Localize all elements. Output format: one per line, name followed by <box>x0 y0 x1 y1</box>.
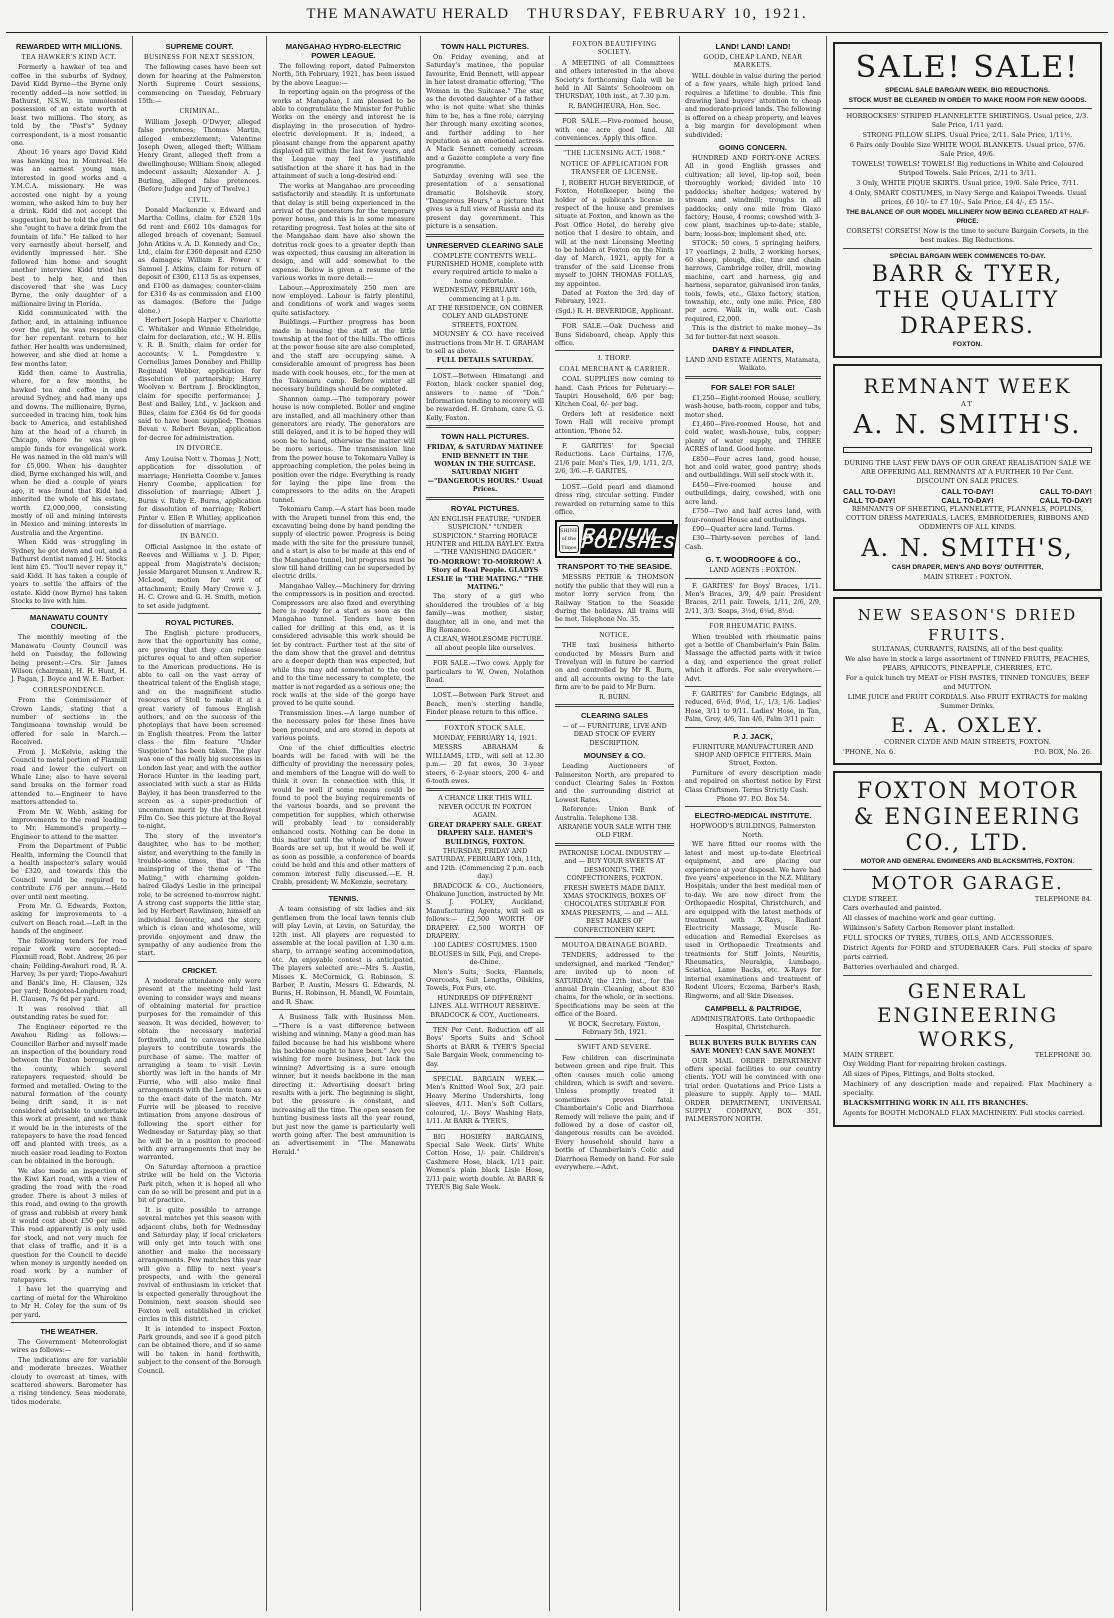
garage-address-row <box>843 895 1092 904</box>
ad-text: A CHANCE LIKE THIS WILL NEVER OCCUR IN FOXTON AGAIN. <box>438 794 532 820</box>
ad-text: Dated at Foxton the 3rd day of February, 1921. <box>555 288 674 306</box>
article-text: The works at Mangahao are proceeding satisfactorily and steadily. It is unfortunate that delay is still being experienced in the arrival of the generators for the temporary power house, and this is in some measure retarding progress. Test holes at the site of the Mangahao dam have also shown the detritus rock goes to a greater depth than was expected, thus causing an alteration in design, and will add somewhat to the expense. Below is given a resume of the various works in more detail:— <box>272 181 415 283</box>
ad-line: District Agents for FORD and STUDEBAKER Cars. Full stocks of spare parts carried. <box>843 944 1092 961</box>
headline-for-sale: FOR SALE! FOR SALE! <box>711 382 795 392</box>
ad-line: CORNER CLYDE AND MAIN STREETS, FOXTON. <box>884 738 1051 746</box>
ad-text: Leading Auctioneers of Palmerston North, are prepared to conduct Clearing Sales in Foxton and the surrounding district at Lowest Rates. <box>555 762 674 804</box>
ad-text: AT THE RESIDENCE, ON CORNER COLEY AND GLADSTONE STREETS, FOXTON. <box>427 303 543 329</box>
ad-line: BLACKSMITHING WORK IN ALL ITS BRANCHES. <box>843 1099 1028 1107</box>
ad-text: COMPLETE CONTENTS WELL-FURNISHED HOME, complete with every required article to make a home comfortable. <box>426 251 544 285</box>
article-text: From the Department of Public Health, informing the Council that a health inspector's salary would be £320, and towards this the Council would be required to contribute £76 per annum.—Held over until next meeting. <box>11 842 127 901</box>
headline-tennis: TENNIS. <box>328 894 359 904</box>
ad-line: Wilkinson's Safety Carbon Remover plant installed. <box>843 924 1016 932</box>
divider <box>555 113 674 114</box>
headline-clearing-sale: UNRESERVED CLEARING SALE <box>426 240 544 250</box>
article-text: On Friday evening, and at Saturday's matinee, the popular favourite, Enid Bennett, will appear in her latest dramatic offering, "The Woman in the Suitcase." The star, as the devoted daughter of a father who is not quite what she thinks him to be, has a fine role, carrying her through many exciting scenes, and further adding to her reputation as an emotional actress. A Mack Sennett comedy scream and a Gazette complete a very fine programme. <box>426 53 544 171</box>
ad-text: WE have fitted our rooms with the latest and most up-to-date Electrical equipment, and are placing our experience at your disposal. We have had five years' experience in the N.Z. Military Hospitals, under the best medical men of to-day. We are now direct from the Orthopaedic Hospital, Christchurch, and are equipped with the latest methods of treatment with X-Rays, Radiant Electricity Massage, Muscle Re-education and Remedial Exercises as used in Orthopaedic Treatments and treatments for Stiff Joints, Neuritis, Rheumatics, Neuralgia, Lumbago, Sciatica, Lame Backs, etc. X-Rays for internal examinations and treatment of Rodent Ulcers, Eczema, Barber's Rash, Ringworm, and all Skin Diseases. <box>685 840 821 1000</box>
article-text: William Joseph O'Dwyer, alleged false pretences; Thomas Martin, alleged embezzlement; Valentine Joseph Owen, alleged theft; William Henry Grant, alleged theft from a dwellinghouse; William Snow, alleged indecent assault; Alexander A. J. Burling, alleged false pretences. (Before Judge and Jury of Twelve.) <box>138 117 261 194</box>
ad-text: LOST.—Between Park Street and Beach, men's sterling handle, Finder please return to this office. <box>426 691 544 717</box>
ad-line: All classes of machine work and gear cutting. <box>843 914 996 922</box>
ad-line: 6 Pairs only Double Size WHITE WOOL BLANKETS. Usual price, 57/6. Sale Price, 49/6. <box>849 141 1086 158</box>
article-text: Saturday evening will see the presentation of a sensational dramatic Bolshevik story, "Dangerous Hours," a picture that gives us a full view of Russia and its present day government. This picture is a sensation. <box>426 171 544 231</box>
call-today-row <box>843 496 1092 505</box>
call-today: CALL TO-DAY! <box>1039 487 1092 496</box>
headline-mangahao: MANGAHAO HYDRO-ELECTRIC POWER LEAGUE. <box>285 42 402 60</box>
divider <box>555 627 674 628</box>
headline-county-council: MANAWATU COUNTY COUNCIL. <box>29 613 109 632</box>
article-text: From the Commissioner of Crown Lands, stating that a number of sections in the Tangimoana township would be offered for sale in March.—Received. <box>11 696 127 747</box>
motor-garage-title: MOTOR GARAGE. <box>871 873 1064 894</box>
ad-text: £850—Four acres land, good house, hot and cold water, good pantry; sheds and outbuildings. Will sell stock with it. <box>685 454 821 480</box>
article-text: It is quite possible to arrange several matches yet this season with adjacent clubs, both for Wednesday and Saturday play, if local cricketers will only get into touch with one another and make the necessary arrangements. Few matches this year will give a fillip to next year's prospects, and with the general revival of enthusiasm in cricket that is expected generally throughout the Dominion, next season should see Foxton well established in cricket circles in this district. <box>138 1205 261 1324</box>
divider <box>138 613 261 614</box>
headline-clearing-sales: CLEARING SALES <box>580 711 649 720</box>
ad-text: Furniture of every description made and repaired on shortest notice by First Class Craftsmen. Terms Strictly Cash. <box>685 768 821 794</box>
divider <box>426 234 544 237</box>
divider <box>11 1322 127 1323</box>
street: CLYDE STREET. <box>843 895 898 903</box>
divider <box>685 686 821 687</box>
ad-line: 4 Only, SMART COSTUMES, in Navy Serge and Kaiapoi Tweeds. Usual prices, £6 10/- to £7 10/-. Sale Price, £4 4/-, £5 15/-. <box>848 189 1087 206</box>
masthead-date: THURSDAY, FEBRUARY 10, 1921. <box>527 6 808 22</box>
article-text: A Business Talk with Business Men.—"There is a vast difference between wishing and winning. Many a good man has failed because he had his wishbone where his backbone ought to have been." Are you wishing for more business, but lack the winning? Advertising is a sure enough winner, but it needs backbone in the man directing it. Advertising doesn't bring results with a jerk. The beginning is slight, but the pressure is constant, and increasing all the time. The open season for hunting business lasts all the year round, but just now the game is particularly well worth going after. The best ammunition is an advertisement in "The Manawatu Herald." <box>272 1013 415 1156</box>
call-today: CALL TO-DAY! <box>941 496 994 505</box>
ad-text: BIG HOSIERY BARGAINS, Special Sale Week. Girls' White Cotton Hose, 1/- pair. Children's Cashmere Hose, black, 1/11 pair. Women's plain black Lisle Hose, 2/11 pair, worth double. At BARR & TYER'S Big Sale Week. <box>426 1132 544 1191</box>
article-text: From Mr. W. Webb, asking for improvements to the road leading to Mr. Hammond's property.—Engineer to attend to the matter. <box>11 807 127 841</box>
quality-drapers: THE QUALITY DRAPERS. <box>875 288 1060 339</box>
ad-text: Few children can discriminate between green and ripe fruit. This often causes much colic among children, which is swift and severe. Unless promptly treated it sometimes proves fatal. Chamberlain's Colic and Diarrhoea Remedy will relieve the pain, and if followed by a dose of castor oil, dangerous results can be avoided. Every household should have a bottle of Chamberlain's Colic and Diarrhoea Remedy on hand. For sale everywhere.—Advt. <box>555 1053 674 1172</box>
ad-text: TENDERS, addressed to the undersigned, and marked "Tender," are invited up to noon of SATURDAY, the 12th inst., for the annual Drain Cleaning, about 830 chains, for the whole, or in sections. Specifications may be seen at the office of the Board. <box>555 951 674 1019</box>
article-text: The monthly meeting of the Manawatu County Council was held on Tuesday, the following being present:—Crs. Sir James Wilson (chairman), H. H. Hunt, H. J. Pagan, J. Boyce and W. E. Barber. <box>11 633 127 684</box>
ad-text: FRESH SWEETS MADE DAILY. XMAS STOCKINGS, BOXES OF CHOCOLATES SUITABLE FOR XMAS PRESENTS, — and — ALL BEST MAKES OF CONFECTIONERY KEPT. <box>561 883 668 934</box>
oxley-fruits-ad <box>833 597 1102 765</box>
divider <box>426 1129 544 1130</box>
ad-line: Cars overhauled and painted. <box>843 904 942 912</box>
ad-text: BULK BUYERS BULK BUYERS CAN SAVE MONEY! CAN SAVE MONEY! <box>689 1038 817 1056</box>
ad-line: STRONG PILLOW SLIPS. Usual Price, 2/11. Sale Price, 1/11½. <box>862 131 1073 139</box>
article-text: From Mr. G. Edwards, Foxton, asking for improvements to a culvert on Beach road.—Left in the hands of the engineer. <box>11 902 127 936</box>
ad-text: This is the district to make money—3s 3d for butter-fat next season. <box>685 324 821 341</box>
divider <box>685 806 821 807</box>
ad-text: A MEETING of all Committees and others interested in the above Society's forthcoming Gala will be held in All Saints' Schoolroom on THURSDAY, 10th inst., at 7.30 p.m. <box>555 58 674 101</box>
ad-text: When troubled with rheumatic pains get a bottle of Chamberlain's Pain Balm. Massage the affected parts with it twice a day, and experience the great relief which it affords. For sale everywhere.—Advt. <box>685 632 821 683</box>
call-today: CALL TO-DAY! <box>843 496 896 505</box>
divider <box>685 727 821 728</box>
subhead-tea-hawker: TEA HAWKER'S KIND ACT. <box>21 53 117 61</box>
ad-text: OUR MAIL ORDER DEPARTMENT offers special facilities to our country clients. YOU will be convinced with one trial order. Quotations and Price Lists a pleasure to supply. Apply to— MAIL ORDER DEPARTMENT, UNIVERSAL SUPPLY COMPANY, BOX 351, PALMERSTON NORTH. <box>685 1056 821 1124</box>
divider <box>843 248 1092 249</box>
article-text: The following report, dated Palmerston North, 5th February, 1921, has been issued by the above League:— <box>272 62 415 87</box>
ad-line: THE BALANCE OF OUR MODEL MILLINERY NOW BEING CLEARED AT HALF-PRICE. <box>845 209 1090 225</box>
ad-text: FRIDAY, & SATURDAY MATINEE ENID BENNETT IN THE WOMAN IN THE SUITCASE. SATURDAY NIGHT—"DANGEROUS HOURS." Usual Prices. <box>426 443 544 494</box>
headline-licensing: "THE LICENSING ACT, 1908." <box>563 149 666 158</box>
phone: 'PHONE, No. 6. <box>843 748 896 756</box>
headline-darby: DARBY & FINDLATER, <box>712 345 794 354</box>
article-text: When Kidd was struggling in Sydney, he got down and out, and a Bathurst dentist named J. H. Stocks lent him £5. "You'll never repay it," said Kidd. It has taken a couple of years to settle the affairs of the estate. Kidd (now Byrne) has taken Stocks to live with him. <box>11 538 127 605</box>
divider <box>426 425 544 428</box>
ad-text: STOCK: 50 cows, 5 springing heifers, 17 yearlings, 2 bulls, 2 working horses, 60 sheep, plough, disc, tine and chain harrows, Cambridge roller, drill, mowing machine, cart and harness, gig and harness, separator, galvanised iron tanks, tools, fowls, etc., Glaxo factory, station, township, etc., only one mile. Price, £80 per acre. Walk in, walk out. Cash required, £2,000. <box>685 239 821 323</box>
headline-woodroofe: G. T. WOODROOFE & CO., <box>705 555 801 565</box>
smiths-name: A. N. SMITH'S. <box>853 410 1082 440</box>
divider <box>555 1039 674 1040</box>
column-7 <box>827 36 1108 1611</box>
barr-tyer-sale-ad <box>833 42 1102 358</box>
headline-swift: SWIFT AND SEVERE. <box>577 1043 652 1052</box>
subhead-banco: IN BANCO. <box>180 532 219 541</box>
headline-royal-ad: ROYAL PICTURES. <box>450 503 520 513</box>
article-text: Donald Mackenzie v. Edward and Martha Collins, claim for £528 10s 6d rent and £602 10s damages for alleged breach of covenant; Samuel John Atkins v. A. D. Kennedy and Co., Ltd., claim for £360 deposit and £250 as damages; William E. Power v. Samuel J. Atkins, claim for return of deposit of £300, £113 5s as expenses, and £100 as damages; counter-claim for £316 4s as commission and £100 as damages. (Before the Judge alone.) <box>138 205 261 315</box>
telephone: TELEPHONE 30. <box>1034 1051 1092 1059</box>
divider <box>426 655 544 656</box>
ad-text: Reference: Union Bank of Australia. Telephone 138. <box>555 805 674 822</box>
headline-supreme-court: SUPREME COURT. <box>165 42 234 51</box>
ad-text: COAL SUPPLIES now coming to hand. Cash Prices for February:—Taupiri Household, 6/6 per bag; Kitchen Coal, 6/- per bag. <box>555 375 674 409</box>
column-6 <box>680 36 827 1611</box>
article-text: Buildings.—Further progress has been made in housing the staff at the little township at the foot of the hills. The offices at the power house site are also completed, and the staff are occupying same. A considerable amount of progress has been made with cook houses, etc., for the men at the Tokomaru camp. Before winter all necessary buildings should be completed. <box>272 318 415 394</box>
ad-line: STOCK MUST BE CLEARED IN ORDER TO MAKE ROOM FOR NEW GOODS. <box>848 97 1087 104</box>
smiths-remnant-ad <box>833 364 1102 591</box>
ad-line: We also have in stock a large assortment of TINNED FRUITS, PEACHES, PEARS, APRICOTS, PINEAPPLE, CHERRIES, ETC. <box>845 655 1090 672</box>
divider <box>426 687 544 688</box>
divider <box>685 1035 821 1036</box>
article-text: Shannon camp.—The temporary power house is now completed. Boiler and engine are installed, and all machinery other than generators are ready. The generators are still delayed, and it is to be hoped they will soon be to hand, otherwise the matter will be more serious. The transmission line from the power house to Tokomaru Valley is approaching completion, the poles being in position over the ridge. Everything is ready for laying the pipe line from the compressors to the adits on the Arapeti tunnel. <box>272 394 415 504</box>
ad-text: WEDNESDAY, FEBRUARY 16th, commencing at 1 p.m. <box>432 286 538 303</box>
ad-text: GREAT DRAPERY SALE. GREAT DRAPERY SALE. HAMER'S BUILDINGS, FOXTON. <box>428 820 542 846</box>
radium-logo: RADIUM POLISHES <box>579 524 677 553</box>
headline-going-concern: GOING CONCERN. <box>719 143 787 153</box>
ad-signature: R. BANGHIEURA, Hon. Sec. <box>568 101 661 110</box>
ad-line: SPECIAL BARGAIN WEEK COMMENCES TO-DAY. <box>889 253 1046 260</box>
ad-text: FOR SALE.—Five-roomed house, with one acre good land. All conveniences. Apply this office. <box>555 117 674 143</box>
headline-town-hall: TOWN HALL PICTURES. <box>441 42 529 51</box>
ad-text: HUNDREDS OF DIFFERENT LINES. ALL WITHOUT RESERVE. BRADCOCK & COY., Auctioneers. <box>429 993 541 1019</box>
divider <box>426 497 544 500</box>
headline-town-hall-ad: TOWN HALL PICTURES. <box>441 432 529 442</box>
ad-text: A CLEAN, WHOLESOME PICTURE. all about people like ourselves. <box>426 635 544 652</box>
divider <box>555 438 674 439</box>
ad-text: £450—Five-roomed house and outbuildings, dairy, cowshed, with one acre land. <box>685 480 821 506</box>
masthead-rule <box>6 32 1108 33</box>
call-today-row <box>843 487 1092 496</box>
ad-text: £1,460—Five-roomed House, hot and cold water, wash-house, tubs, copper; plenty of water supply, and THREE ACRES of land. Good home. <box>685 420 821 454</box>
divider <box>843 975 1092 976</box>
fruits-title: NEW SEASON'S DRIED FRUITS. <box>857 606 1078 644</box>
headline-mounsey: MOUNSEY & CO. <box>583 751 646 761</box>
call-today: CALL TO-DAY! <box>941 487 994 496</box>
divider <box>555 704 674 707</box>
column-4 <box>421 36 550 1611</box>
ad-text: £1,250—Eight-roomed House, scullery, wash-house, bath-room, copper and tubs, motor shed. <box>685 393 821 419</box>
ad-text: F. GARITES' for Special Reductions. Lace Curtains, 17/6, 21/6 pair. Men's Ties, 1/9, 1/11, 2/3, 2/6, 3/6.—F. GARITES. <box>555 442 674 476</box>
headline-millions: REWARDED WITH MILLIONS. <box>15 42 123 51</box>
ad-signature: R. BURN. <box>599 692 630 701</box>
article-text: The English picture producers, now that the opportunity has come, are proving that they can release pictures equal to and often superior to the American productions. He is able to call on the vast array of theatrical talent of the English stage, and on the magnificent studio resources of Stoll to make it at a great variety of famous English authors, and on the success of the photoplays that have been screened in English theatres. From the latter class the film feature "Under Suspicion" has been taken. The play was one of the really big successes in London last year, and with the author Horace Hunter in the leading part, associated with such a star as Hilda Bayley, it has been transferred to the screen as a super-production of uncommon merit by the Broadwest Film Co. See this picture at the Royal to-night. <box>138 629 261 831</box>
ad-line: Batteries overhauled and charged. <box>843 963 960 971</box>
ad-text: WILL double in value during the period of a few years, while high priced land requires a lifetime to double. This fine drawing land buyers' attention to cheap and moderate-priced lands. The following is offered on a cheap property, and leaves a big margin for development when subdivided: <box>685 71 821 139</box>
ad-line: Oxy Welding Plant for repairing broken castings. <box>843 1060 1007 1068</box>
po-box: P.O. BOX, No. 26. <box>1034 748 1092 756</box>
ad-text: F. GARITES' for Cambric Edgings, all reduced, 6½d, 9½d, 1/-, 1/3, 1/6. Ladies' Hose, 3/11 to 9/11. Ladies' Hose, in Tan, Palm, Grey, 4/6, Tan 4/6, Palm 3/11 pair. <box>685 690 821 724</box>
remnant-at: AT <box>961 400 974 408</box>
article-text: We also made an inspection of the Kiwi Kari road, with a view of grading the road with the road grader. There is about 3 miles of this road, and owing to the growth of grass and rubbish at every bank it would cost about £50 per mile. This road apparently is only used for stock, and not very much for that class of traffic, and it is a question for the Council to decide when money is urgently needed on road work by a number of ratepayers. <box>11 1166 127 1284</box>
ad-text: BRADCOCK & CO., Auctioneers, Ohakune Junction, instructed by Mr. S. J. FOLEY, Auckland, Manufacturing Agents, will sell as follows:— £2,500 WORTH OF DRAPERY. £2,500 WORTH OF DRAPERY. <box>426 881 544 940</box>
ad-line: LIME JUICE and FRUIT CORDIALS. Also FRUIT EXTRACTS for making Summer Drinks. <box>847 693 1088 710</box>
article-text: In reporting again on the progress of the works at Mangahao, I am pleased to be able to congratulate the Minister for Public Works on the energy and interest he is displaying in the prosecution of hydro-electric development. It is, indeed, a pleasant change from the apparent apathy displayed till within the last few years, and the League may feel a justifiable satisfaction at the share it has had in the attainment of such a long-desired end. <box>272 88 415 181</box>
headline-royal-pictures: ROYAL PICTURES. <box>165 618 234 627</box>
article-text: It was resolved that all outstanding rates be sued for. <box>11 1004 127 1022</box>
ad-text: 100 LADIES' COSTUMES. 1500 BLOUSES in Silk, Fuji, and Crepe-de-Chine. <box>428 941 542 967</box>
ad-line: Machinery of any description made and repaired. Flax Machinery a specialty. <box>843 1080 1092 1097</box>
works-address-row <box>843 1051 1092 1060</box>
article-text: Transmission lines.—A large number of the necessary poles for these lines have been procured, and are stored in depots at various points. <box>272 708 415 743</box>
ad-text: MESSRS PETRIE & THOMSON notify the public that they will run a motor lorry service from the Railway Station to the Seaside during the holidays. All trains will be met. Telephone No. 35. <box>555 573 674 624</box>
shine-logo: SHINE of the Times <box>559 525 579 553</box>
divider <box>843 108 1092 109</box>
subhead-coal: COAL MERCHANT & CARRIER. <box>559 364 670 373</box>
divider <box>843 869 1092 870</box>
street: MAIN STREET. <box>843 1051 895 1059</box>
article-text: It is intended to inspect Foxton Park grounds, and see if a good pitch can be obtained there, and if so same will be taken in hand forthwith, subject to the consent of the Borough Council. <box>138 1324 261 1375</box>
subhead-criminal: CRIMINAL. <box>179 107 220 116</box>
ad-text: The story of a girl who shouldered the troubles of a big family—was mother, sister, daughter, all in one, and met the Big Romance. <box>426 592 544 634</box>
ad-text: FURNITURE MANUFACTURER AND SHOP AND OFFICE FITTERS. Main Street, Foxton. <box>692 742 814 768</box>
ad-text: ARRANGE YOUR SALE WITH THE OLD FIRM. <box>557 823 672 840</box>
article-text: Amy Louisa Nott v. Thomas J. Nott, application for dissolution of marriage; Henrietta Coombe v. James Henry Coombe, application for dissolution of marriage; Albert J. Burns v. Ruby E. Burns, application for dissolution of marriage; Robert Pinter v. Ellen P. Whitley, application for dissolution of marriage. <box>138 454 261 530</box>
ad-text: F. GARITES' for Boys' Braces, 1/11. Men's Braces, 3/9, 4/9 pair. President Braces, 2/11 pair. Towels, 1/11, 2/6, 2/9, 2/11, 3/3. Soaps, 3½d, 6¼d, 8½d. <box>685 581 821 615</box>
divider <box>426 1022 544 1023</box>
radium-polishes-ad <box>555 520 677 558</box>
ad-line: CORSETS! CORSETS! Now is the time to secure Bargain Corsets, in the best makes. Big Reductions. <box>846 227 1089 244</box>
divider <box>272 1009 415 1010</box>
ad-text: AN ENGLISH FEATURE; "UNDER SUSPICION." "UNDER SUSPICION." Starring HORACE HUNTER and HILDA BAYLEY. Extra—"THE VANISHING DAGGER." <box>426 514 544 557</box>
ad-text: FULL DETAILS SATURDAY. <box>436 356 534 365</box>
call-today: CALL TO-DAY! <box>1039 496 1092 505</box>
ad-line: SULTANAS, CURRANTS, RAISINS, all of the best quality. <box>871 645 1064 653</box>
ad-text: MOUNSEY & CO. have received instructions from Mr H. T. GRAHAM to sell as above. <box>426 330 544 355</box>
ad-text: LOST.—Between Himatangi and Foxton, black cocker spaniel dog, answers to name of "Don." Information tending to recovery will be rewarded. H. Graham, care G. G. Kelly, Foxton. <box>426 371 544 422</box>
headline-land: LAND! LAND! LAND! <box>715 42 791 51</box>
ad-signature: (Sgd.) R. H. BEVERIDGE, Applicant. <box>555 306 674 315</box>
article-text: A moderate attendance only were present at the meeting held last evening to consider ways and means of obtaining material for practice purposes for the remainder of this season. It was decided, however, to obtain the necessary material forthwith, and to canvass probable players to contribute towards the purchase of same. The matter of arranging a team to visit Levin shortly was left in the hands of Mr Furrie, who will also make final arrangements with the Levin team as to the exact date of the match. Mr Furrie will be pleased to receive intimation from anyone desirous of following the sport either for Wednesday or Saturday play, so that he will be in a position to proceed with any arrangements that may be warranted. <box>138 976 261 1162</box>
ad-text: FOR SALE.—Oak Duchess and Buns Sideboard, cheap. Apply this office. <box>555 322 674 347</box>
article-text: The story of the inventor's daughter, who has to be mother, sister, and everything to the family in trouble-some times, that is the mainspring of the theme of "The Mating," with charming golden-haired Gladys Leslie in the principal role, to be screened to-morrow night. A strong cast supports the little star, led by Herbert Rawlinson, himself an individual favourite, and the story, which is clean and wholesome, will provide enjoyment and draw the sympathy of any audience from the start. <box>138 831 261 958</box>
telephone: TELEPHONE 84. <box>1034 895 1092 903</box>
article-text: One of the chief difficulties electric boards will be faced with will be the difficulty of providing the necessary poles, and members of the League will do well to think it over. In connection with this, it would be well if some means could be found to pool the buying requirements of the various boards, and so prevent the competition for supplies, which otherwise will probably lead to considerably enhanced costs. Nothing can be done in this matter until the whole of the Power Boards are set up, but it would be well if, as soon as possible, a conference of boards could be held and this and other matters of common interest fully discussed.—E. H. Crabb, president; W. McKenzie, secretary. <box>272 743 415 886</box>
subhead-correspondence: CORRESPONDENCE. <box>32 685 106 694</box>
article-text: On Saturday afternoon a practice strike will be held on the Victoria Park pitch, when it is hoped all who can do so will be present and put in a bit of practice. <box>138 1162 261 1205</box>
ad-line: CASH DRAPER, MEN'S AND BOYS' OUTFITTER, <box>891 564 1044 571</box>
foxton-motor-title: FOXTON MOTOR & ENGINEERING CO., LTD. <box>853 779 1082 856</box>
ad-text: Men's Suits, Socks, Flannels, Overcoats, Suit Lengths, Oilskins, Towels, Fox Furs, etc. <box>426 967 544 993</box>
divider <box>426 788 544 791</box>
ad-text: THURSDAY, FRIDAY AND SATURDAY. FEBRUARY 10th, 11th, and 12th. (Commencing 2 p.m. each day.) <box>426 846 544 881</box>
general-engineering-title: GENERAL ENGINEERING WORKS, <box>876 979 1059 1051</box>
article-text: Mangahao Valley.—Machinery for driving the compressors is in position and erected. Compressors are also fixed and everything here is ready for a start as soon as the Mangahao tunnel. Tenders have been called for drilling at this end, as it is considered advisable this work should be let by contract. Further test at the site of the dam show that the gravel and detritus are a deeper depth than was expected, but while this may add somewhat to the cost and to the time necessary to complete, the matter is not regarded as a serious one; the rock walls at the side of the gorge have proved to be quite sound. <box>272 581 415 708</box>
ad-text: LOST.—Gold pearl and diamond dress ring, circular setting. Finder rewarded on returning same to this office. <box>555 482 674 516</box>
oxley-name: E. A. OXLEY. <box>890 713 1045 737</box>
article-text: The Government Meteorologist wires as follows:— <box>11 1337 127 1355</box>
subhead-next-session: BUSINESS FOR NEXT SESSION. <box>143 53 255 61</box>
divider <box>138 961 261 962</box>
column-5 <box>550 36 680 1611</box>
foxton-motor-ad <box>833 771 1102 1127</box>
masthead <box>6 6 1108 28</box>
headline-jack: P. J. JACK, <box>733 731 773 741</box>
ad-line: For a quick lunch try MEAT or FISH PASTES, TINNED TONGUES, BEEF and MUTTON. <box>845 674 1090 691</box>
article-text: The following cases have been set down for hearing at the Palmerston North Supreme Court sessions, commencing on Tuesday, February 15th:— <box>138 63 261 106</box>
divider <box>426 1071 544 1072</box>
ad-text: Orders left at residence next Town Hall will receive prompt attention. 'Phone 52. <box>555 409 674 435</box>
headline-notice: NOTICE. <box>599 630 630 639</box>
article-text: Kidd communicated with the father, and, in attaining influence over the girl, he was responsible for her repentant return to her father. Her health was undermined, however, and she died at home a few months later. <box>11 309 127 368</box>
divider <box>555 318 674 319</box>
divider <box>685 376 821 379</box>
divider <box>555 937 674 938</box>
ad-text: TEN Per Cent. Reduction off all Boys' Sports Suits and School Shorts at BARR & TYER'S Special Sale Bargain Week, commencing to-day. <box>426 1026 544 1068</box>
subhead-cheap-land: GOOD, CHEAP LAND, NEAR MARKETS. <box>703 53 803 70</box>
ad-text: SPECIAL BARGAIN WEEK.—Men's Knitted Wool Sox, 2/3 pair. Heavy Merino Undershirts, long sleeves, 4/11. Men's Soft Collars, coloured, 1/-. Boys' Washing Hats, 1/11. At BARR & TYER'S. <box>426 1075 544 1126</box>
ad-line: MOTOR AND GENERAL ENGINEERS AND BLACKSMITHS, FOXTON. <box>860 858 1075 865</box>
headline-cricket: CRICKET. <box>181 965 218 975</box>
ad-line: REMNANTS OF SHEETING, FLANNELETTE, FLANNELS, POPLINS, COTTON DRESS MATERIALS, LACES, EMBROIDERIES, RIBBONS AND ODDMENTS OF ALL KINDS. <box>845 505 1090 531</box>
barr-tyer-name: BARR & TYER, <box>871 262 1064 287</box>
ad-line: FULL STOCKS OF TYRES, TUBES, OILS, AND ACCESSORIES. <box>843 934 1054 942</box>
ad-text: I, ROBERT HUGH BEVERIDGE, of Foxton, Hotelkeeper, being the holder of a publican's license in respect of the house and premises situate at Foxton, and known as the Post Office Hotel, do hereby give notice that I desire to obtain, and will at the next Licensing Meeting to be holden at Foxton on the Ninth day of March, 1921, apply for a transfer of the said License from myself to JOHN THOMAS FOLLAS, my appointee. <box>555 178 674 288</box>
ad-line: Agents for BOOTH McDONALD FLAX MACHINERY. Full stocks carried. <box>843 1109 1085 1117</box>
ad-frame <box>843 447 1092 453</box>
ad-text: — of — FURNITURE, LIVE AND DEAD STOCK OF EVERY DESCRIPTION. <box>562 722 667 747</box>
headline-moutoa: MOUTOA DRAINAGE BOARD. <box>561 940 668 949</box>
article-text: Labour.—Approximately 250 men are now employed. Labour is fairly plentiful, and conditions of work and wages seem quite satisfactory. <box>272 283 415 317</box>
article-text: The following tenders for road repair work were accepted:—Flaxmill road, Robt. Andrew, 26 per chain; Feilding-Awahuri road, R. A. Harvey, 3s per yard; Tiopo-Awahuri and Bank's line, H. Clausen, 32s per yard; Rongotea-Longburn road, H. Clausen, 7s 6d per yard. <box>11 936 127 1004</box>
masthead-title: THE MANAWATU HERALD <box>306 6 510 22</box>
ad-text: THE taxi business hitherto conducted by Messrs Burn and Trevelyan will in future be carried on and controlled by Mr R. Burn, and all accounts owing to the late firm are to be paid to Mr Burn. <box>555 641 674 692</box>
ad-signature: Phone 97. P.O. Box 54. <box>716 795 790 804</box>
divider <box>555 145 674 146</box>
ad-line: MAIN STREET : FOXTON. <box>923 573 1012 581</box>
headline-weather: THE WEATHER. <box>40 1326 98 1336</box>
sale-title: SALE! SALE! <box>855 50 1080 85</box>
column-3 <box>267 36 421 1611</box>
ad-line: HORROCKSES' STRIPED FLANNELETTE SHIRTINGS. Usual price, 2/3. Sale Price, 1/11 yard. <box>846 112 1089 129</box>
ad-signature: W. BOCK, Secretary. Foxton, February 5th, 1921. <box>568 1019 661 1036</box>
headline-rheumatic: FOR RHEUMATIC PAINS. <box>709 622 797 631</box>
divider <box>685 618 821 619</box>
ad-text: HOPWOOD'S BUILDINGS, Palmerston North. <box>690 822 816 839</box>
ad-text: HUNDRED AND FORTY-ONE ACRES. All in good English grasses and cultivation; all level, lip-top soil, been thoroughly worked; divided into 10 paddocks; shelter hedges; watered by stream and windmill; troughs in all paddocks; only one mile from Glaxo factory; House, 4 rooms; cowshed with 3-cow plant, machines up-to-date; stable, barn; loose-box; implement shed, etc. <box>685 154 821 238</box>
divider <box>555 843 674 846</box>
divider <box>555 350 674 351</box>
divider <box>11 608 127 609</box>
subhead-divorce: IN DIVORCE. <box>176 444 223 453</box>
phone-row <box>843 748 1092 757</box>
article-text: Official Assignee in the estate of Reeves and Williams v. J. D. Piper, appeal from Magistrate's decision; Jessie Margaret Munson v. Andrew R. McLeod, motion for writ of attachment; Emily Mary Crowe v. J. H. C. Crowe and G. H. Smith, motion to set aside judgment. <box>138 542 261 610</box>
headline-transport: TRANSPORT TO THE SEASIDE. <box>557 562 672 572</box>
article-text: From J. McKelvie, asking the Council to metal portion of Flaxmill road and lower the culvert on Whale Line; also to have several sand breaks on the former road attended to.—Engineer to have matters attended to. <box>11 747 127 807</box>
article-text: The Engineer reported re the Awahou Riding as follows:—Councillor Barber and myself made an inspection of the boundary road between the Foxton borough and the county, which several ratepayers requested should be formed and metalled. Owing to the natural formation of the county being drift sand, it is not considered advisable to undertake this work at present, and we think it would be in the interests of the ratepayers to have the road fenced off and planted with trees, as a much easier road leading to Foxton can be obtained in the borough. <box>11 1022 127 1166</box>
ad-line: DURING THE LAST FEW DAYS OF OUR GREAT REALISATION SALE WE ARE OFFERING ALL REMNANTS AT A FURTHER 10 Per Cent. DISCOUNT ON SALE PRICES. <box>844 459 1091 485</box>
article-text: Herbert Joseph Harper v. Charlotte C. Whitaker and Winnie Ethelridge, claim for declaration, etc.; W. H. Ellis v. R. B. Smith, claim for order for accounts; V. L. Pomgdestre v. Cornelius James Donahey and Phillip Reginald Webber, application for dissolution of partnership; Harry Woolven v. Bertram J. Brocklington, claim for specific performance; J. Best and Bailey, Ltd., v. Jackson and Biles, claim for £364 6s 6d for goods said to have been supplied; Thomas Bevan v. Robert Bevan, application for decree for administration. <box>138 316 261 442</box>
article-text: The indications are for variable and moderate breezes. Weather cloudy to overcast at times, with scattered showers. Barometer has a rising tendency. Seas moderate, tides moderate. <box>11 1355 127 1406</box>
divider <box>426 720 544 721</box>
ad-line: TOWELS! TOWELS! TOWELS! Big reductions in White and Coloured Striped Towels. Sale Prices, 2/11 to 3/11. <box>851 160 1084 177</box>
headline-beautifying: FOXTON BEAUTIFYING SOCIETY. <box>572 40 657 57</box>
ad-text: PATRONISE LOCAL INDUSTRY — and — BUY YOUR SWEETS AT DESMOND'S. THE CONFECTIONERS, FOXTON. <box>558 848 671 883</box>
ad-text: £30—Thirty-seven perches of land. Cash. <box>685 534 821 551</box>
smiths-name-2: A. N. SMITH'S, <box>861 534 1074 562</box>
ad-line: SPECIAL SALE BARGAIN WEEK. BIG REDUCTIONS. <box>885 87 1050 94</box>
divider <box>272 889 415 890</box>
headline-campbell: CAMPBELL & PALTRIDGE, <box>704 1004 802 1013</box>
ad-text: £90—Quarter acre land. Terms. <box>692 524 795 533</box>
column-2 <box>133 36 267 1611</box>
remnant-title: REMNANT WEEK <box>863 374 1072 398</box>
ad-line: FOXTON. <box>952 341 983 348</box>
subhead-transfer: NOTICE OF APPLICATION FOR TRANSFER OF LICENSE. <box>560 159 669 177</box>
columns <box>6 36 1108 1611</box>
headline-thorp: J. THORP. <box>597 354 632 363</box>
column-1 <box>6 36 133 1611</box>
divider <box>426 368 544 369</box>
article-text: Tokomaru Camp.—A start has been made with the Arapeti tunnel from this end, the excavating being done by hand pending the supply of electric power. Progress is being made with the site for the pressure tunnel, and a start is also to be made at this end of the Mangahao tunnel, but progress must be slow till hand drilling can be superseded by electric drills. <box>272 505 415 581</box>
ad-text: £750—Two and half acres land, with four-roomed House and outbuildings. <box>685 507 821 524</box>
ad-text: LAND AND ESTATE AGENTS, Matamata, Waikato. <box>685 356 821 373</box>
article-text: A team consisting of six ladies and six gentlemen from the local lawn tennis club will play Levin, at Levin, on Saturday, the 12th inst. All players are requested to assemble at the local pavilion at 1.30 a.m. sharp, to arrange seating accommodation, etc. An enjoyable contest is anticipated. The players selected are:—Mrs S. Austin, Misses K. McCormick, G. Robinson, S. Barber, P. Austin, Messrs G. Edwards, N. Burns, H. Robinson, H. Mandl, W. Fountain, and R. Shaw. <box>272 905 415 1006</box>
call-today: CALL TO-DAY! <box>843 487 896 496</box>
ad-text: FOR SALE.—Two cows. Apply for particulars to W. Owen, Nolathon Road. <box>426 659 544 684</box>
article-text: I have let the quarrying and carting of metal for the Whirokino to Mr H. Coley for the sum of 9s per yard. <box>11 1285 127 1319</box>
ad-text: MESSRS ABRAHAM & WILLIAMS, LTD., will sell at 12.30 p.m.— 20 fat ewes, 30 3-year steers, 6 2-year steers, 200 4- and 6-tooth ewes. <box>426 743 544 786</box>
headline-stock-sale: FOXTON STOCK SALE. <box>444 723 526 732</box>
ad-text: MONDAY, FEBRUARY 14, 1921. <box>432 734 538 743</box>
divider <box>685 578 821 579</box>
subhead-civil: CIVIL. <box>188 195 211 204</box>
article-text: About 16 years ago David Kidd was hawking tea in Montreal. He was an earnest young man, interested in good works and a Y.M.C.A. missionary. He was accosted one night by a young woman, who asked him to buy her a drink. Kidd did not accept the suggestion, but he told the girl that she "ought to have a drink from the fountain of life." He talked to her very earnestly about herself, and evidently impressed her. She followed him home and sought another interview. Kidd tried his best to help her, and then discovered that she was Lucy Byrne, the only daughter of a millionaire living in Florida. <box>11 148 127 308</box>
headline-electro: ELECTRO-MEDICAL INSTITUTE. <box>694 811 812 821</box>
ad-line: 3 Only, WHITE PIQUE SKIRTS. Usual price, 19/6. Sale Price, 7/11. <box>856 179 1079 187</box>
article-text: Kidd then came to Australia, where, for a few months, he hawked tea and coffee in and around Sydney, and had many ups and downs. The millionaire, Byrne, succeeded in tracing him, took him back to America, and established him at the head of a church in Chicago, where he was given ample funds for evangelical work. He was named in the old man's will for £5,000. When his daughter died, Byrne exchanged his will, and when he died a couple of years ago, it was found that Kidd had inherited the whole of his estate, worth £2,000,000, consisting mostly of oil and mining interests in Mexico and mining interests in Australia and the Argentine. <box>11 369 127 537</box>
ad-text: TO-MORROW! TO-MORROW! A Story of Real People. GLADYS LESLIE in "THE MATING." "THE MATING." <box>426 557 544 591</box>
article-text: Formerly a hawker of tea and coffee in the suburbs of Sydney, David Kidd Byrne—the Byrne only recently added—is now settled in Bathurst, N.S.W., in unmolested possession of an estate worth at least two millions. The story, as told by the "Post's" Sydney correspondent, is a most romantic one. <box>11 63 127 148</box>
ad-text: LAND AGENTS : FOXTON. <box>709 566 797 575</box>
divider <box>555 479 674 480</box>
ad-line: All sizes of Pipes, Fittings, and Bolts stocked. <box>843 1070 995 1078</box>
ad-text: ADMINISTRATORS. Late Orthopaedic Hospital, Christchurch. <box>691 1015 815 1032</box>
